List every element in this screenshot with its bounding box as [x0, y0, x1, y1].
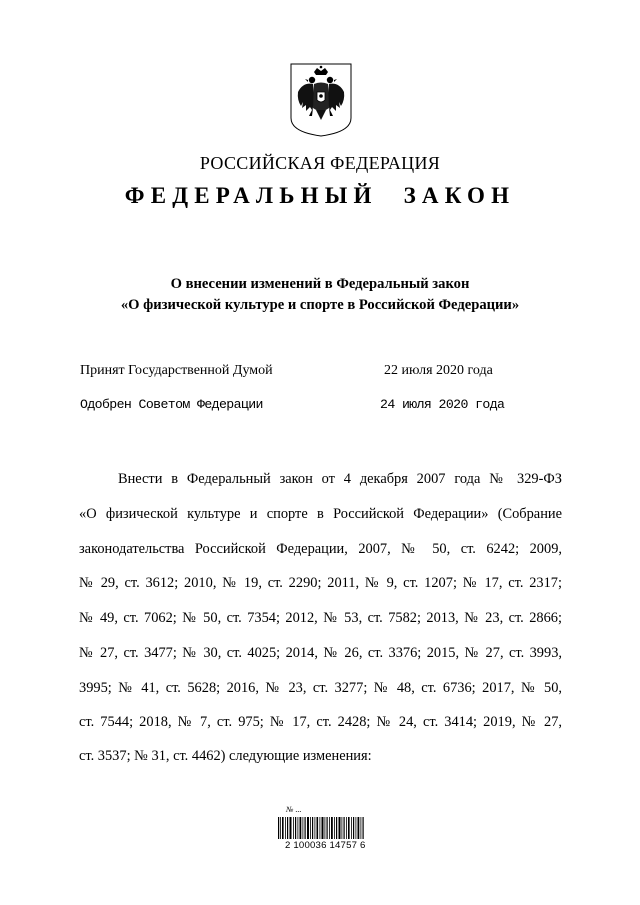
approved-by-council-label: Одобрен Советом Федерации [80, 397, 263, 412]
body-line: ст. 3537; № 31, ст. 4462) следующие изменения: [79, 748, 372, 764]
body-line: ст. 7544; 2018, № 7, ст. 975; № 17, ст. 2428; № 24, ст. 3414; 2019, № 27, [79, 714, 562, 730]
body-line: № 27, ст. 3477; № 30, ст. 4025; 2014, № 26, ст. 3376; 2015, № 27, ст. 3993, [79, 645, 562, 661]
law-title-line-1: О внесении изменений в Федеральный закон [170, 276, 470, 292]
approved-by-council-date: 24 июля 2020 года [380, 397, 505, 412]
body-line: Внести в Федеральный закон от 4 декабря 2007 года № 329-ФЗ [118, 471, 562, 487]
body-line: 3995; № 41, ст. 5628; 2016, № 23, ст. 3277; № 48, ст. 6736; 2017, № 50, [79, 680, 562, 696]
document-type-heading: ФЕДЕРАЛЬНЫЙ ЗАКОН [124, 183, 516, 208]
body-line: законодательства Российской Федерации, 2007, № 50, ст. 6242; 2009, [79, 541, 562, 557]
adopted-by-duma-label: Принят Государственной Думой [80, 363, 273, 378]
barcode-mark: № ... [286, 805, 302, 814]
adopted-by-duma-date: 22 июля 2020 года [384, 363, 493, 378]
body-line: № 29, ст. 3612; 2010, № 19, ст. 2290; 2011, № 9, ст. 1207; № 17, ст. 2317; [79, 575, 562, 591]
coat-of-arms-icon [289, 62, 353, 138]
law-title-line-2: «О физической культуре и спорте в Российской Федерации» [120, 297, 520, 313]
body-line: «О физической культуре и спорте в Российской Федерации» (Собрание [79, 506, 562, 522]
barcode-number: 2 100036 14757 6 [285, 840, 366, 851]
country-heading: РОССИЙСКАЯ ФЕДЕРАЦИЯ [199, 153, 441, 173]
body-line: № 49, ст. 7062; № 50, ст. 7354; 2012, № 53, ст. 7582; 2013, № 23, ст. 2866; [79, 610, 562, 626]
